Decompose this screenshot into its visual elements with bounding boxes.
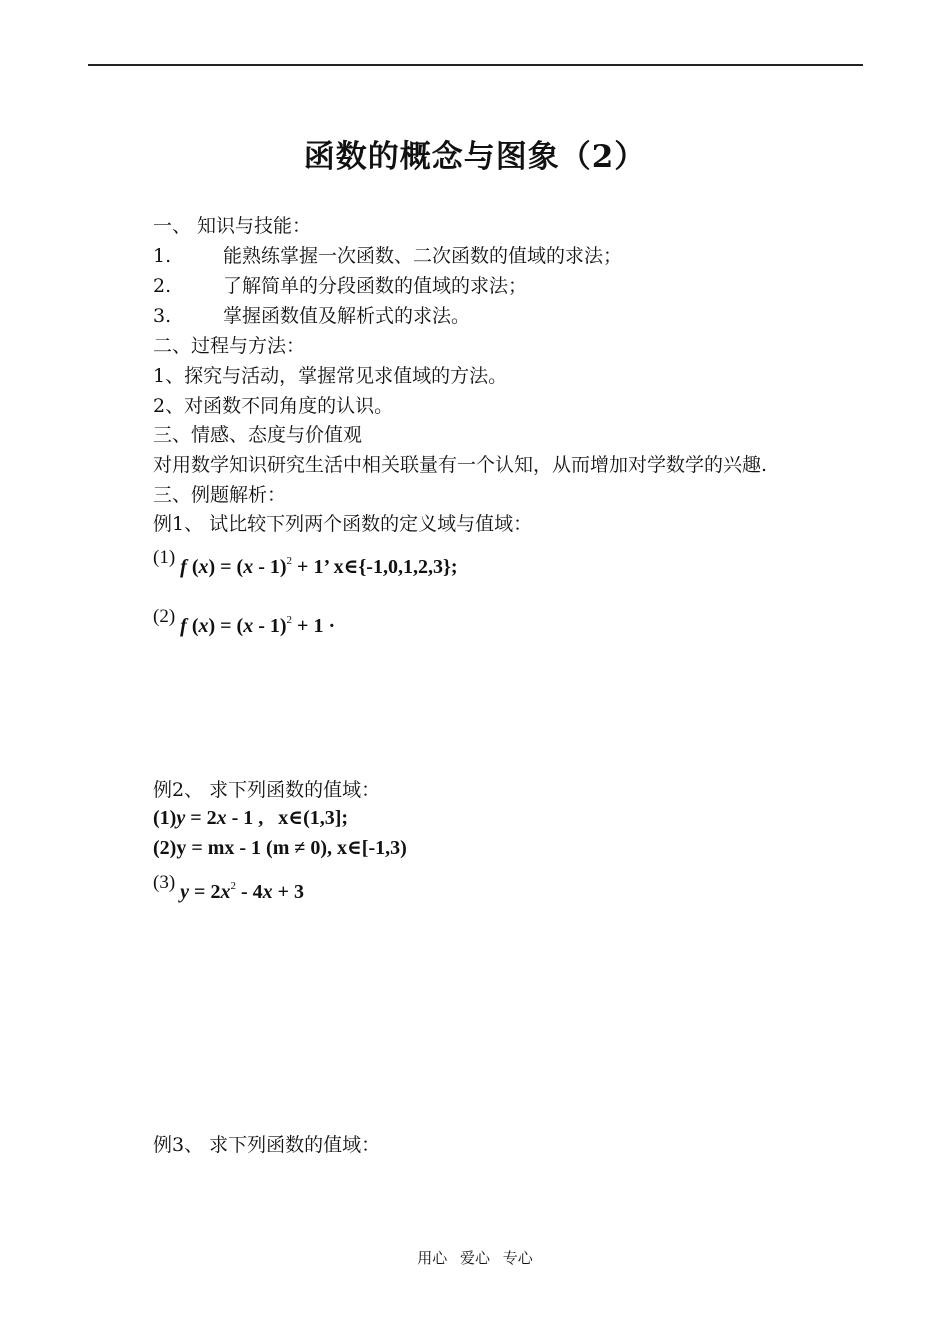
formula: f (x) = (x - 1)$^2$ + 1 · — [180, 614, 336, 637]
emotion-text: 对用数学知识研究生活中相关联量有一个认知，从而增加对学数学的兴趣. — [153, 454, 768, 476]
formula: f (x) = (x - 1)$^2$ + 1’ — [180, 555, 334, 578]
domain-interval: x∈(1,3]; — [278, 807, 349, 829]
item-tag: (1) — [153, 547, 176, 568]
knowledge-item-2 — [153, 274, 527, 298]
example3-prompt: 例3、 求下列函数的值域： — [153, 1134, 381, 1156]
example2-item2 — [153, 836, 407, 860]
page-footer: 用心 爱心 专心 — [417, 1249, 533, 1267]
formula: y = 2x - 1 , — [176, 807, 279, 829]
item-number: 1. — [153, 245, 172, 267]
example2-item3 — [153, 872, 305, 907]
formula: y = mx - 1 (m ≠ 0), x∈[-1,3) — [176, 837, 407, 859]
item-tag: (3) — [153, 872, 176, 893]
example1-item1 — [153, 547, 458, 582]
example2-prompt: 例2、 求下列函数的值域： — [153, 779, 381, 801]
item-tag: (2) — [153, 837, 177, 859]
example1-item2 — [153, 606, 336, 641]
formula: $y = 2x^2 - 4x + 3$ — [180, 880, 305, 903]
domain-set: x∈{-1,0,1,2,3}; — [333, 556, 458, 578]
example1-prompt: 例1、 试比较下列两个函数的定义域与值域： — [153, 513, 533, 535]
emotion-heading: 三、情感、态度与价值观 — [153, 424, 363, 446]
item-text: 了解简单的分段函数的值域的求法； — [223, 275, 528, 297]
item-text: 掌握函数值及解析式的求法。 — [223, 305, 471, 327]
header-rule — [88, 64, 863, 66]
example2-item1 — [153, 806, 348, 830]
item-tag: (2) — [153, 606, 176, 627]
knowledge-item-3 — [153, 304, 470, 328]
item-number: 2. — [153, 275, 172, 297]
item-text: 能熟练掌握一次函数、二次函数的值域的求法； — [223, 245, 623, 267]
knowledge-heading: 一、 知识与技能： — [153, 215, 312, 237]
knowledge-item-1 — [153, 244, 622, 268]
examples-heading: 三、例题解析： — [153, 484, 287, 506]
process-item-2: 2、对函数不同角度的认识。 — [153, 395, 394, 417]
process-heading: 二、过程与方法： — [153, 335, 306, 357]
process-item-1: 1、探究与活动，掌握常见求值域的方法。 — [153, 365, 508, 387]
item-number: 3. — [153, 305, 172, 327]
item-tag: (1) — [153, 807, 177, 829]
page-title: 函数的概念与图象（2） — [303, 139, 647, 175]
